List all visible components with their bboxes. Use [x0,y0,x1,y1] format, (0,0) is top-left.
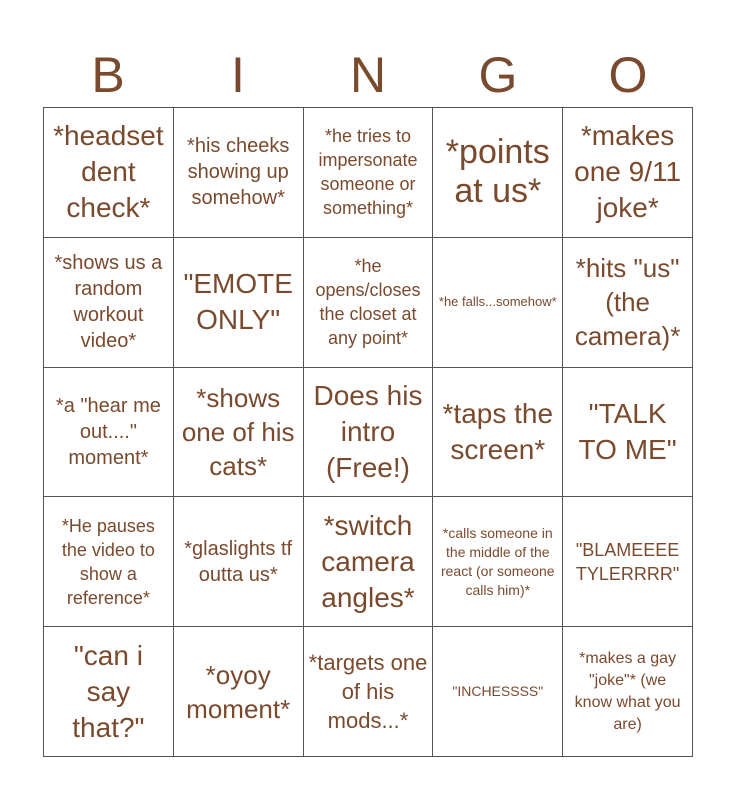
bingo-cell[interactable]: "EMOTE ONLY" [174,238,304,368]
title-letter-i: I [231,47,245,103]
bingo-cell[interactable]: *taps the screen* [433,368,563,498]
bingo-cell[interactable]: *oyoy moment* [174,627,304,757]
bingo-cell[interactable]: "BLAMEEEE TYLERRRR" [563,497,693,627]
bingo-cell[interactable]: *switch camera angles* [304,497,434,627]
bingo-cell[interactable]: *He pauses the video to show a reference* [44,497,174,627]
bingo-cell[interactable]: *calls someone in the middle of the react (or someone calls him)* [433,497,563,627]
bingo-cell[interactable]: *glaslights tf outta us* [174,497,304,627]
bingo-cell[interactable]: *he opens/closes the closet at any point* [304,238,434,368]
title-letter-n: N [349,47,387,103]
title-letter-g: G [478,47,518,103]
bingo-cell[interactable]: *shows one of his cats* [174,368,304,498]
bingo-cell[interactable]: *hits "us" (the camera)* [563,238,693,368]
bingo-cell[interactable]: "can i say that?" [44,627,174,757]
bingo-cell[interactable]: *he falls...somehow* [433,238,563,368]
bingo-title [43,44,693,106]
bingo-cell[interactable]: *points at us* [433,108,563,238]
bingo-cell[interactable]: *a "hear me out...." moment* [44,368,174,498]
bingo-cell[interactable]: *makes one 9/11 joke* [563,108,693,238]
bingo-cell[interactable]: *shows us a random workout video* [44,238,174,368]
title-letter-o: O [608,47,648,103]
bingo-cell[interactable]: *makes a gay "joke"* (we know what you are) [563,627,693,757]
bingo-cell[interactable]: Does his intro (Free!) [304,368,434,498]
bingo-cell[interactable]: *headset dent check* [44,108,174,238]
bingo-cell[interactable]: "INCHESSSS" [433,627,563,757]
title-letter-b: B [91,47,125,103]
bingo-board [43,107,693,757]
bingo-cell[interactable]: *his cheeks showing up somehow* [174,108,304,238]
bingo-cell[interactable]: *he tries to impersonate someone or something* [304,108,434,238]
bingo-cell[interactable]: "TALK TO ME" [563,368,693,498]
bingo-cell[interactable]: *targets one of his mods...* [304,627,434,757]
